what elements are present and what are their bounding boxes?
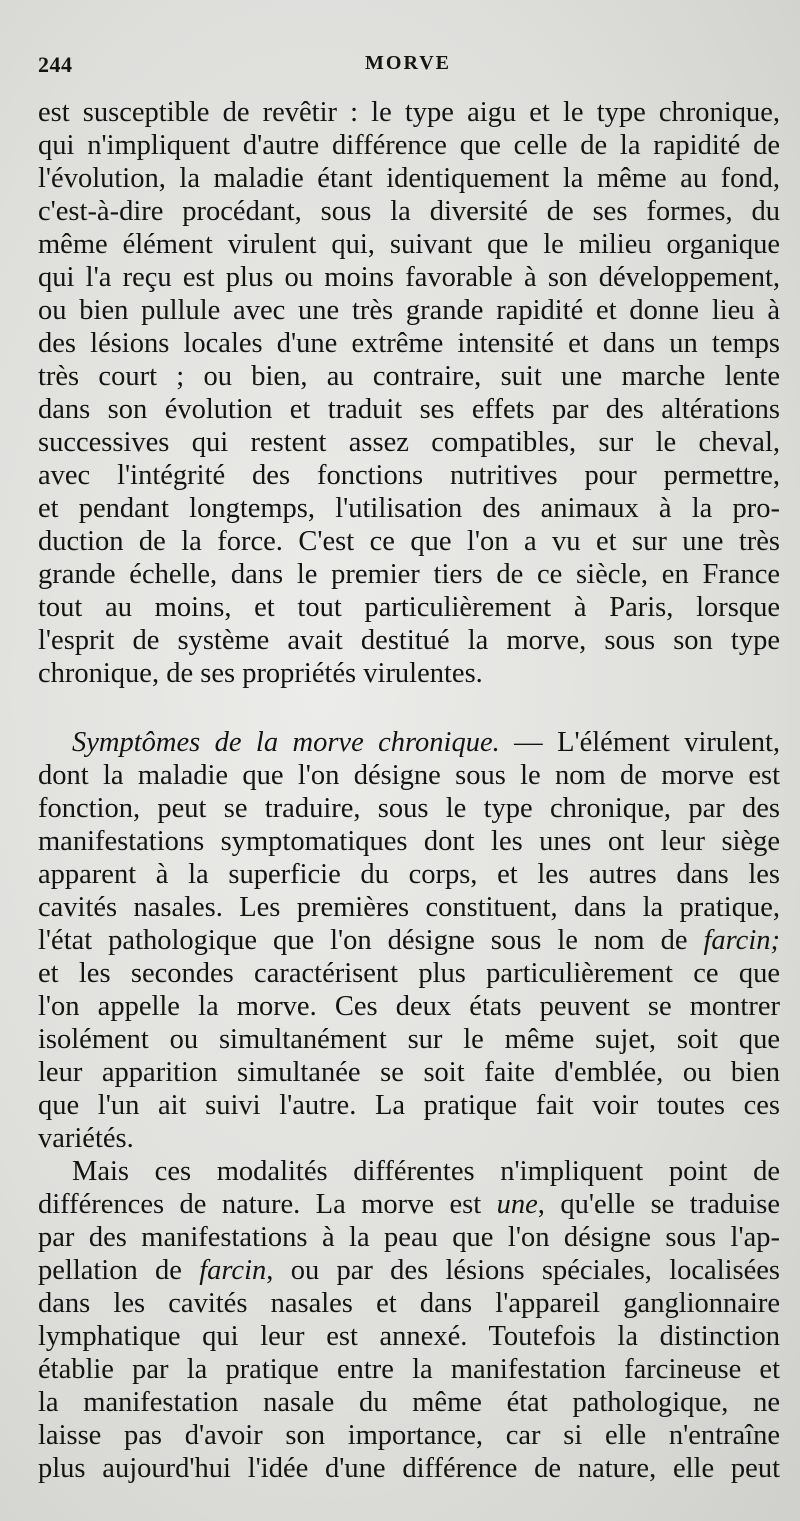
text-line: chronique, de ses propriétés virulentes. <box>38 658 483 689</box>
text-line: variétés. <box>38 1123 134 1154</box>
text-fragment: , qu'elle se traduise <box>537 1189 780 1220</box>
body-text <box>38 96 780 1485</box>
text-line: et pendant longtemps, l'utilisation des animaux à la pro- <box>38 493 780 524</box>
text-line: duction de la force. C'est ce que l'on a vu et sur une très <box>38 526 780 557</box>
text-line: lymphatique qui leur est annexé. Toutefois la distinction <box>38 1321 780 1352</box>
section-heading-line <box>38 726 780 759</box>
text-line: fonction, peut se traduire, sous le type chronique, par des <box>38 793 780 824</box>
text-line: leur apparition simultanée se soit faite d'emblée, ou bien <box>38 1057 780 1088</box>
text-line: dans les cavités nasales et dans l'appareil ganglionnaire <box>38 1288 780 1319</box>
text-line: l'on appelle la morve. Ces deux états peuvent se montrer <box>38 991 780 1022</box>
paragraph-gap <box>38 690 780 726</box>
text-line <box>38 924 780 957</box>
text-line: l'évolution, la maladie étant identiquement la même au fond, <box>38 163 780 194</box>
text-line: et les secondes caractérisent plus particulièrement ce que <box>38 958 780 989</box>
text-line: établie par la pratique entre la manifestation farcineuse et <box>38 1354 780 1385</box>
text-line: l'esprit de système avait destitué la morve, sous son type <box>38 625 780 656</box>
text-line: dans son évolution et traduit ses effets par des altérations <box>38 394 780 425</box>
text-fragment: l'état pathologique que l'on désigne sous le nom de <box>38 925 704 956</box>
page-header <box>38 52 778 82</box>
italic-term: farcin; <box>703 925 780 956</box>
text-line: laisse pas d'avoir son importance, car si elle n'entraîne <box>38 1420 780 1451</box>
text-line: qui l'a reçu est plus ou moins favorable à son développement, <box>38 262 780 293</box>
text-line: dont la maladie que l'on désigne sous le nom de morve est <box>38 760 780 791</box>
text-line: des lésions locales d'une extrême intensité et dans un temps <box>38 328 780 359</box>
section-heading-rest: — L'élément virulent, <box>499 727 780 758</box>
text-line: tout au moins, et tout particulièrement à Paris, lorsque <box>38 592 780 623</box>
text-line: ou bien pullule avec une très grande rapidité et donne lieu à <box>38 295 780 326</box>
text-line: la manifestation nasale du même état pathologique, ne <box>38 1387 780 1418</box>
italic-term: farcin <box>199 1255 267 1286</box>
text-line: isolément ou simultanément sur le même sujet, soit que <box>38 1024 780 1055</box>
text-line: successives qui restent assez compatibles, sur le cheval, <box>38 427 780 458</box>
text-line: qui n'impliquent d'autre différence que celle de la rapidité de <box>38 130 780 161</box>
text-line: très court ; ou bien, au contraire, suit une marche lente <box>38 361 780 392</box>
text-line: même élément virulent qui, suivant que le milieu organique <box>38 229 780 260</box>
text-line <box>38 1254 780 1287</box>
text-fragment: pellation de <box>38 1255 200 1286</box>
text-line: grande échelle, dans le premier tiers de ce siècle, en France <box>38 559 780 590</box>
text-fragment: , ou par des lésions spéciales, localisées <box>266 1255 780 1286</box>
text-line: que l'un ait suivi l'autre. La pratique fait voir toutes ces <box>38 1090 780 1121</box>
text-line: c'est-à-dire procédant, sous la diversité de ses formes, du <box>38 196 780 227</box>
text-line <box>38 1188 780 1221</box>
text-line: Mais ces modalités différentes n'impliquent point de <box>72 1156 780 1187</box>
text-line: manifestations symptomatiques dont les unes ont leur siège <box>38 826 780 857</box>
text-line: est susceptible de revêtir : le type aigu et le type chronique, <box>38 97 780 128</box>
text-fragment: différences de nature. La morve est <box>38 1189 497 1220</box>
page-number: 244 <box>38 52 73 77</box>
text-line: cavités nasales. Les premières constituent, dans la pratique, <box>38 892 780 923</box>
text-line: par des manifestations à la peau que l'on désigne sous l'ap- <box>38 1222 780 1253</box>
text-line: apparent à la superficie du corps, et les autres dans les <box>38 859 780 890</box>
text-line: plus aujourd'hui l'idée d'une différence de nature, elle peut <box>38 1453 780 1484</box>
text-line: avec l'intégrité des fonctions nutritives pour permettre, <box>38 460 780 491</box>
running-title: MORVE <box>365 52 451 74</box>
section-heading: Symptômes de la morve chronique. <box>72 727 500 758</box>
italic-term: une <box>496 1189 538 1220</box>
